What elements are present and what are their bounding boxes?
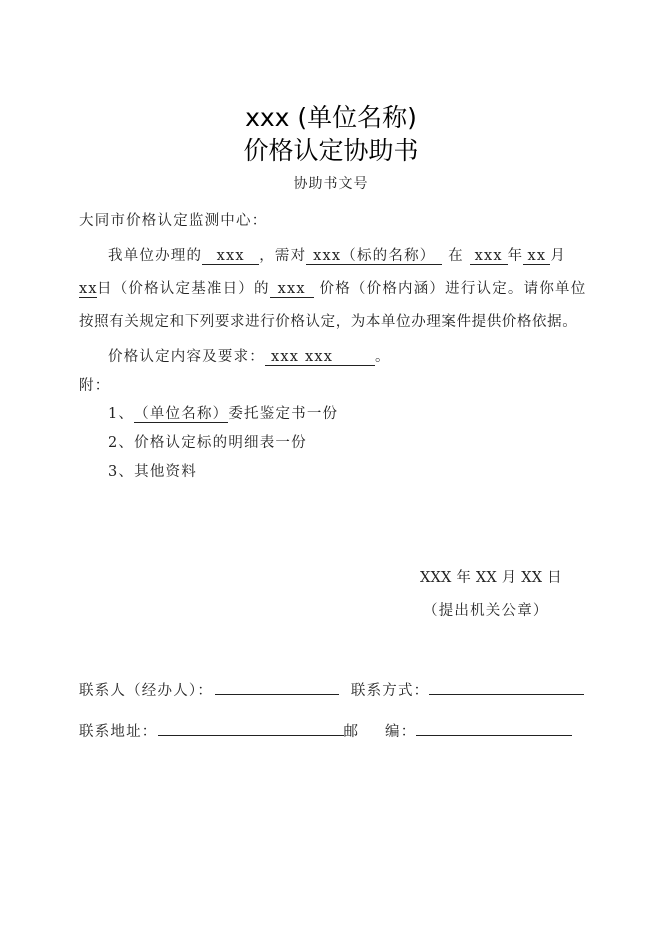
year-unit: 年 bbox=[507, 248, 524, 264]
paragraph-line-3: 按照有关规定和下列要求进行价格认定，为本单位办理案件提供价格依据。 bbox=[79, 314, 578, 330]
contact-method-blank bbox=[429, 680, 584, 695]
p2-text-b: 价格（价格内涵）进行认定。请你单位 bbox=[319, 281, 587, 297]
month-field: xx bbox=[523, 248, 550, 265]
attachment-1-unit-name: （单位名称） bbox=[134, 406, 229, 422]
contact-person-blank bbox=[215, 680, 339, 695]
subject-name-field: xxx（标的名称） bbox=[306, 248, 442, 265]
address-blank bbox=[158, 721, 344, 736]
addressee: 大同市价格认定监测中心： bbox=[79, 213, 268, 229]
p1-text-a: 我单位办理的 bbox=[108, 248, 203, 264]
address-label: 联系地址： bbox=[79, 724, 158, 740]
attachment-1-text: 委托鉴定书一份 bbox=[228, 406, 339, 422]
contact-person-label: 联系人（经办人）： bbox=[79, 683, 214, 699]
contact-line bbox=[79, 679, 584, 700]
postcode-label-a: 邮 bbox=[343, 724, 360, 740]
case-name-field: xxx bbox=[202, 248, 259, 265]
requirements-label: 价格认定内容及要求： bbox=[108, 349, 265, 365]
day-field: xx bbox=[79, 281, 98, 297]
requirements-line bbox=[108, 345, 391, 366]
attachment-item-1 bbox=[108, 402, 338, 423]
requirements-field: xxx xxx bbox=[265, 349, 375, 366]
postcode-blank bbox=[416, 721, 572, 736]
p2-text-a: 日（价格认定基准日）的 bbox=[97, 281, 270, 297]
month-unit: 月 bbox=[550, 248, 567, 264]
attachments-label: 附： bbox=[79, 378, 111, 394]
p1-text-b: ，需对 bbox=[259, 248, 307, 264]
p1-text-c: 在 bbox=[448, 248, 464, 264]
official-seal-label: （提出机关公章） bbox=[423, 603, 549, 619]
paragraph-line-2 bbox=[79, 277, 586, 298]
org-name-heading: xxx (单位名称) bbox=[245, 103, 417, 132]
address-line bbox=[79, 720, 572, 741]
paragraph-line-1 bbox=[108, 244, 566, 265]
attachment-item-3: 3、其他资料 bbox=[108, 464, 197, 480]
attachment-1-prefix: 1、 bbox=[108, 406, 135, 422]
attachment-item-2: 2、价格认定标的明细表一份 bbox=[108, 435, 307, 451]
issue-date: XXX 年 XX 月 XX 日 bbox=[420, 570, 562, 586]
item-field: xxx bbox=[270, 281, 314, 298]
year-field: xxx bbox=[470, 248, 508, 265]
postcode-label-b: 编： bbox=[385, 724, 417, 740]
document-title: 价格认定协助书 bbox=[243, 136, 419, 165]
contact-method-label: 联系方式： bbox=[350, 683, 430, 699]
requirements-end: 。 bbox=[375, 349, 391, 365]
document-number-label: 协助书文号 bbox=[293, 176, 369, 192]
